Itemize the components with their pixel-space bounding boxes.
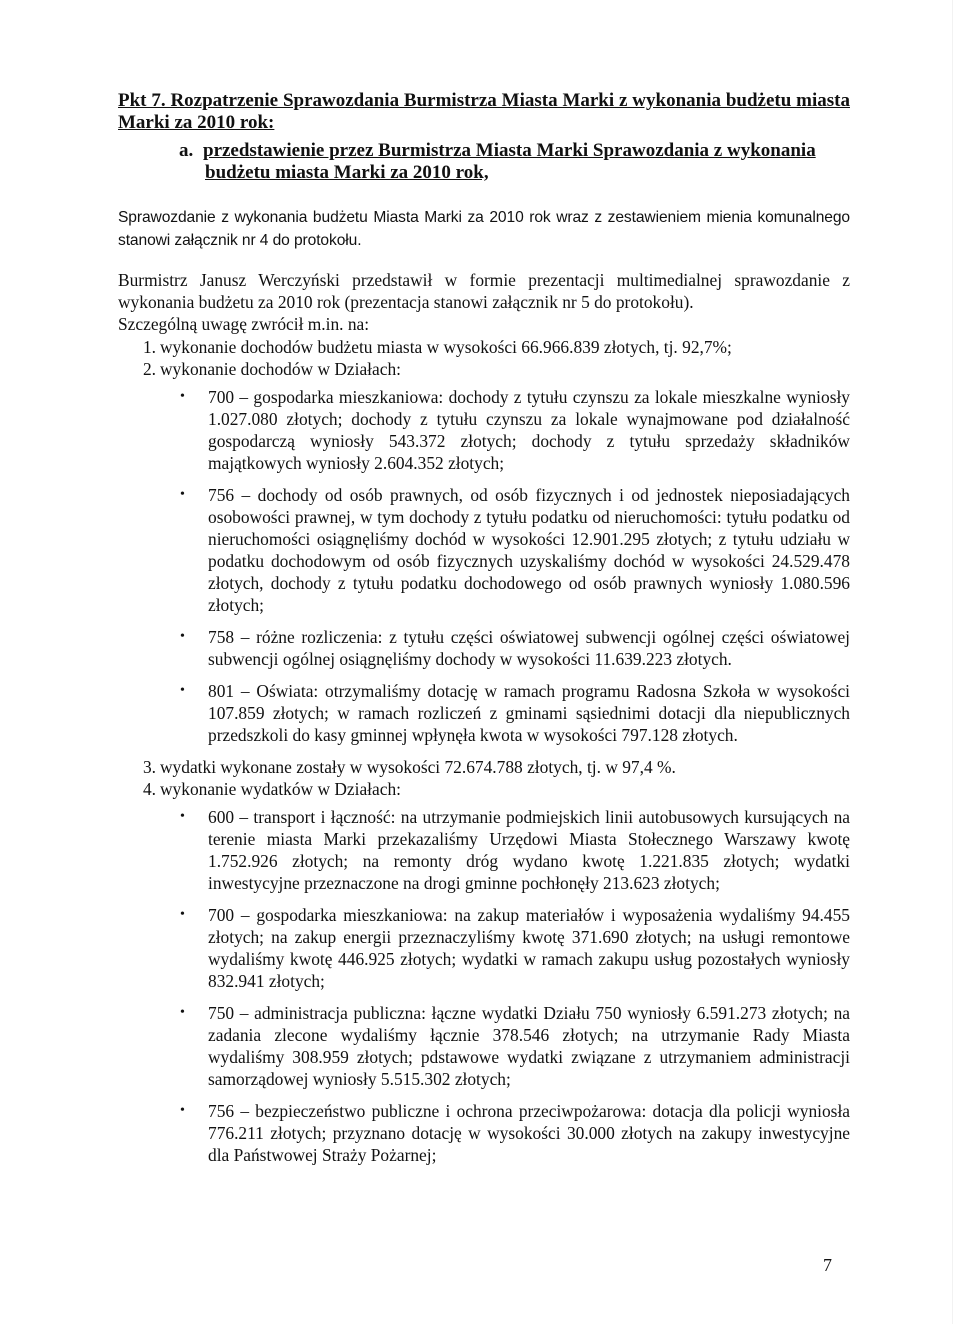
bullet-item [160,386,850,474]
item-number: 4. [142,779,156,799]
item-number: 2. [142,359,156,379]
subsection-text: przedstawienie przez Burmistrza Miasta Marki Sprawozdania z wykonania budżetu miasta Marki za 2010 rok, [203,140,816,183]
expense-bullets [160,806,850,1166]
item-text: wydatki wykonane zostały w wysokości 72.674.788 złotych, tj. w 97,4 %. [160,757,676,777]
page-number: 7 [823,1255,832,1275]
subsection-heading [179,140,850,184]
item-text: wykonanie dochodów budżetu miasta w wysokości 66.966.839 złotych, tj. 92,7%; [160,337,732,357]
item-number: 3. [142,757,156,777]
bullet-item [160,904,850,992]
list-item [118,756,850,778]
item-text: wykonanie wydatków w Działach: [160,779,401,799]
bullet-text: 756 – dochody od osób prawnych, od osób fizycznych i od jednostek nieposiadających osobowości prawnej, w tym dochody z tytułu podatku od nieruchomości: tytułu podatku od nieruchomości osiągnęliśmy dochód w wysokości 12.901.295 złotych; z tytułu udziału w podatku dochodowym od osób fizycznych uzyskaliśmy dochód w wysokości 24.529.478 złotych, dochody z tytułu podatku dochodowego od osób prawnych wyniosły 1.080.596 złotych; [208,485,850,615]
bullet-text: 758 – różne rozliczenia: z tytułu części oświatowej subwencji ogólnej części oświatowej subwencji ogólnej osiągnęliśmy dochody w wysokości 11.639.223 złotych. [208,627,850,669]
bullet-item [160,806,850,894]
bullet-icon: • [180,907,185,922]
list-item [118,336,850,358]
item-number: 1. [142,337,156,357]
bullet-icon: • [180,487,185,502]
section-heading: Pkt 7. Rozpatrzenie Sprawozdania Burmistrza Miasta Marki z wykonania budżetu miasta Marki za 2010 rok: [118,90,850,133]
bullet-text: 700 – gospodarka mieszkaniowa: dochody z tytułu czynszu za lokale mieszkalne wyniosły 1.027.080 złotych; dochody z tytułu czynszu za lokale wynajmowane pod działalność gospodarczą wyniosły 543.372 złotych; dochody z tytułu sprzedaży składników majątkowych wyniosły 2.604.352 złotych; [208,387,850,473]
report-attachment-paragraph: Sprawozdanie z wykonania budżetu Miasta Marki za 2010 rok wraz z zestawieniem mienia komunalnego stanowi załącznik nr 4 do protokołu. [118,209,850,249]
presentation-tail: Szczególną uwagę zwrócił m.in. na: [118,314,370,334]
income-bullets [160,386,850,746]
list-item [118,778,850,1166]
presentation-paragraph [118,269,850,335]
bullet-icon: • [180,809,185,824]
scan-edge-line [952,0,953,1324]
bullet-text: 756 – bezpieczeństwo publiczne i ochrona przeciwpożarowa: dotacja dla policji wyniosła 776.211 złotych; przyznano dotację w wysokości 30.000 złotych na zakupy inwestycyjne dla Państwowej Straży Pożarnej; [208,1101,850,1165]
bullet-item [160,1100,850,1166]
bullet-icon: • [180,629,185,644]
list-item [118,358,850,746]
bullet-text: 600 – transport i łączność: na utrzymanie podmiejskich linii autobusowych kursujących na terenie miasta Marki przekazaliśmy Urzędowi Miasta Stołecznego Warszawy kwotę 1.752.926 złotych; na remonty dróg wydano kwotę 1.221.835 złotych; wydatki inwestycyjne przeznaczone na drogi gminne pochłonęły 213.623 złotych; [208,807,850,893]
bullet-icon: • [180,683,185,698]
bullet-text: 750 – administracja publiczna: łączne wydatki Działu 750 wyniosły 6.591.273 złotych; na zadania zlecone wydaliśmy łącznie 378.546 złotych; na utrzymanie Rady Miasta wydaliśmy 308.959 złotych; pdstawowe wydatki związane z utrzymaniem administracji samorządowej wyniosły 5.515.302 złotych; [208,1003,850,1089]
item-text: wykonanie dochodów w Działach: [160,359,401,379]
bullet-item [160,626,850,670]
bullet-icon: • [180,389,185,404]
highlights-list [118,336,850,1176]
bullet-item [160,484,850,616]
bullet-text: 801 – Oświata: otrzymaliśmy dotację w ramach programu Radosna Szkoła w wysokości 107.859 złotych; w ramach rozliczeń z gminami sąsiednimi dotacji dla niepublicznych przedszkoli do kasy gminnej wpłynęła kwota w wysokości 797.128 złotych. [208,681,850,745]
bullet-item [160,1002,850,1090]
bullet-icon: • [180,1005,185,1020]
bullet-icon: • [180,1103,185,1118]
presentation-text: Burmistrz Janusz Werczyński przedstawił w formie prezentacji multimedialnej sprawozdanie z wykonania budżetu za 2010 rok (prezentacja stanowi załącznik nr 5 do protokołu). [118,270,850,312]
subsection-marker: a. [179,140,194,161]
bullet-item [160,680,850,746]
bullet-text: 700 – gospodarka mieszkaniowa: na zakup materiałów i wyposażenia wydaliśmy 94.455 złotych; na zakup energii przeznaczyliśmy kwotę 371.690 złotych; na usługi remontowe wydaliśmy kwotę 446.925 złotych; wydatki w ramach zakupu usług pozostałych wyniosły 832.941 złotych; [208,905,850,991]
